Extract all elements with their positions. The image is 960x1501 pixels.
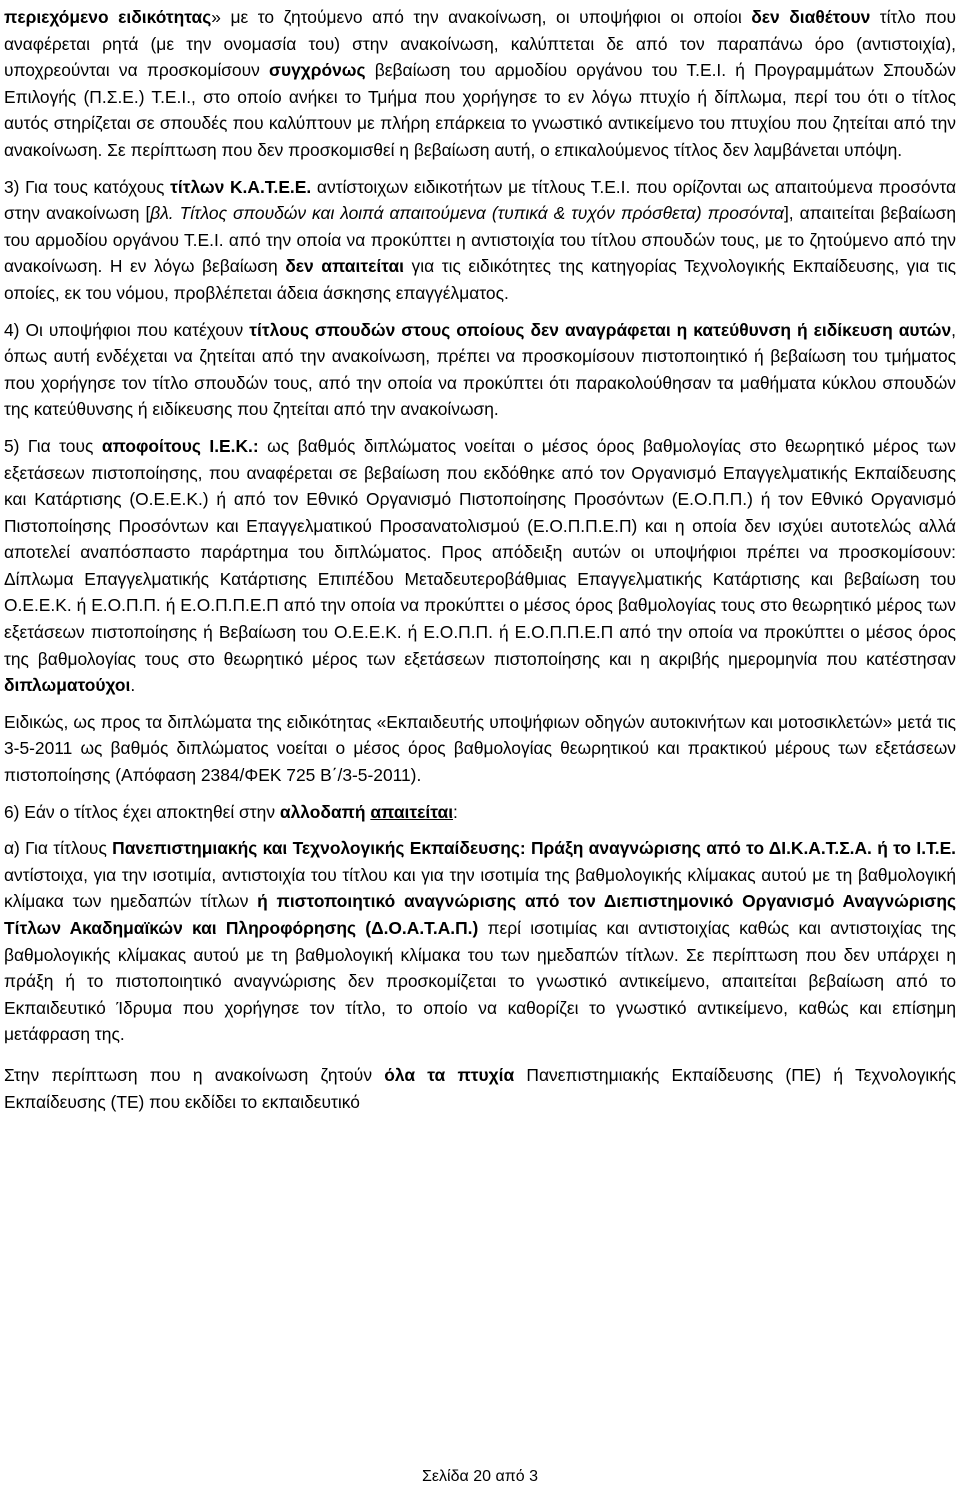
text-run: δεν απαιτείται [285,256,404,277]
paragraph-specialization: 4) Οι υποψήφιοι που κατέχουν τίτλους σπουδών στους οποίους δεν αναγράφεται η κατεύθυνση ή ειδίκευση αυτών, όπως αυτή ενδέχεται να ζητείται από την ανακοίνωση, πρέπει να προσκομίσουν πιστοποιητικό ή βεβαίωση του τμήματος που χορήγησε τον τίτλο σπουδών τους, από την οποία να προκύπτει ότι παρακολούθησαν τα μαθήματα κύκλου σπουδών της κατεύθυνσης ή ειδίκευσης που ζητείται από την ανακοίνωση. [4,319,957,420]
text-run: όλα τα πτυχία [384,1064,515,1085]
text-run: περιεχόμενο ειδικότητας [4,7,212,27]
paragraph-all-degrees: Στην περίπτωση που η ανακοίνωση ζητούν όλα τα πτυχία Πανεπιστημιακής Εκπαίδευσης (ΠΕ) ή Τεχνολογικής Εκπαίδευσης (ΤΕ) που εκδίδει το εκπαιδευτικό [4,1064,957,1112]
paragraph-university-recognition: α) Για τίτλους Πανεπιστημιακής και Τεχνολογικής Εκπαίδευσης: Πράξη αναγνώρισης από το ΔΙ.Κ.Α.Τ.Σ.Α. ή το Ι.Τ.Ε. αντίστοιχα, για την ισοτιμία, αντιστοιχία του τίτλου και για την ισοτιμία της βαθμολογικής κλίμακας αυτού με τη βαθμολογική κλίμακα των ημεδαπών τίτλων ή πιστοποιητικό αναγνώρισης από τον Διεπιστημονικό Οργανισμό Αναγνώρισης Τίτλων Ακαδημαϊκών και Πληροφόρησης (Δ.Ο.Α.Τ.Α.Π.) περί ισοτιμίας και αντιστοιχίας καθώς και αντιστοιχίας της βαθμολογικής κλίμακας αυτού με τη βαθμολογική κλίμακα του των ημεδαπών τίτλων. Σε περίπτωση που δεν υπάρχει η πράξη ή το πιστοποιητικό αναγνώρισης δεν προσκομίζεται το γνωστικό αντικείμενο, απαιτείται βεβαίωση από το Εκπαιδευτικό Ίδρυμα που χορήγησε τον τίτλο, το οποίο να καθορίζει το γνωστικό αντικείμενο, καθώς και επίσημη μετάφραση της. [4,838,957,1045]
text-run: αλλοδαπή [279,801,366,822]
text-run: βλ. Τίτλος σπουδών και λοιπά απαιτούμενα (τυπικά & τυχόν πρόσθετα) προσόντα [150,203,784,224]
text-run: αποφοίτους Ι.Ε.Κ.: [101,435,259,456]
text-run: Πανεπιστημιακής και Τεχνολογικής Εκπαίδευσης: Πράξη αναγνώρισης από το ΔΙ.Κ.Α.Τ.Σ.Α. ή το Ι.Τ.Ε. [112,838,956,859]
text-run: δεν διαθέτουν [751,7,871,27]
text-run: διπλωματούχοι [4,675,131,696]
text-run: ή πιστοποιητικό αναγνώρισης από τον Διεπιστημονικό Οργανισμό Αναγνώρισης Τίτλων Ακαδημαϊκών και Πληροφόρησης (Δ.Ο.Α.Τ.Α.Π.) [4,891,956,938]
paragraph-specialty-certification: περιεχόμενο ειδικότητας» με το ζητούμενο από την ανακοίνωση, οι υποψήφιοι οι οποίοι δεν διαθέτουν τίτλο που αναφέρεται ρητά (με την ονομασία του) στην ανακοίνωση, καλύπτεται δε από τον παραπάνω όρο (αντιστοιχία), υποχρεούνται να προσκομίσουν συγχρόνως βεβαίωση του αρμοδίου οργάνου του Τ.Ε.Ι. ή Προγραμμάτων Σπουδών Επιλογής (Π.Σ.Ε.) Τ.Ε.Ι., στο οποίο ανήκει το Τμήμα που χορήγησε το εν λόγω πτυχίο ή δίπλωμα, περί του ότι ο τίτλος αυτός στηρίζεται σε σπουδές που καλύπτουν με πλήρη επάρκεια το γνωστικό αντικείμενο του πτυχίου που ζητείται από την ανακοίνωση. Σε περίπτωση που δεν προσκομισθεί η βεβαίωση αυτή, ο επικαλούμενος τίτλος δεν λαμβάνεται υπόψη. [4,7,956,160]
text-run: τίτλους σπουδών στους οποίους δεν αναγράφεται η κατεύθυνση ή ειδίκευση αυτών [249,319,952,340]
text-run: συγχρόνως [269,60,366,81]
paragraph-kateee-holders: 3) Για τους κατόχους τίτλων Κ.Α.Τ.Ε.Ε. αντίστοιχων ειδικοτήτων με τίτλους Τ.Ε.Ι. που ορίζονται ως απαιτούμενα προσόντα στην ανακοίνωση [βλ. Τίτλος σπουδών και λοιπά απαιτούμενα (τυπικά & τυχόν πρόσθετα) προσόντα], απαιτείται βεβαίωση του αρμοδίου οργάνου Τ.Ε.Ι. από την οποία να προκύπτει η αντιστοιχία του τίτλου σπουδών τους, με το ζητούμενο από την ανακοίνωση. Η εν λόγω βεβαίωση δεν απαιτείται για τις ειδικότητες της κατηγορίας Τεχνολογικής Εκπαίδευσης, για τις οποίες, εκ του νόμου, προβλέπεται άδεια άσκησης επαγγέλματος. [4,176,957,303]
paragraph-driving-instructors: Ειδικώς, ως προς τα διπλώματα της ειδικότητας «Εκπαιδευτής υποψήφιων οδηγών αυτοκινήτων και μοτοσικλετών» μετά τις 3-5-2011 ως βαθμός διπλώματος νοείται ο μέσος όρος βαθμολογίας θεωρητικού και πρακτικού μέρους των εξετάσεων πιστοποίησης (Απόφαση 2384/ΦΕΚ 725 Β΄/3-5-2011). [4,711,956,786]
paragraph-foreign-titles: 6) Εάν ο τίτλος έχει αποκτηθεί στην αλλοδαπή απαιτείται: [4,801,458,822]
text-run: απαιτείται [370,801,454,822]
page-footer: Σελίδα 20 από 3 [422,1468,538,1485]
paragraph-iek-graduates: 5) Για τους αποφοίτους Ι.Ε.Κ.: ως βαθμός διπλώματος νοείται ο μέσος όρος βαθμολογίας στο θεωρητικό μέρος των εξετάσεων πιστοποίησης, που αναφέρεται σε βεβαίωση που εκδόθηκε από τον Οργανισμό Επαγγελματικής Εκπαίδευσης και Κατάρτισης (Ο.Ε.Ε.Κ.) ή από τον Εθνικό Οργανισμό Πιστοποίησης Προσόντων (Ε.Ο.Π.Π.) ή τον Εθνικό Οργανισμό Πιστοποίησης Προσόντων και Επαγγελματικού Προσανατολισμού (Ε.Ο.Π.Π.Ε.Π) και η οποία δεν ισχύει αυτοτελώς αλλά αποτελεί αναπόσπαστο παράρτημα του διπλώματος. Προς απόδειξη αυτών οι υποψήφιοι πρέπει να προσκομίσουν: Δίπλωμα Επαγγελματικής Κατάρτισης Επιπέδου Μεταδευτεροβάθμιας Επαγγελματικής Κατάρτισης και βεβαίωση του Ο.Ε.Ε.Κ. ή Ε.Ο.Π.Π. ή Ε.Ο.Π.Π.Ε.Π από την οποία να προκύπτει ο μέσος όρος βαθμολογίας τους στο θεωρητικό μέρος των εξετάσεων πιστοποίησης ή Βεβαίωση του Ο.Ε.Ε.Κ. ή Ε.Ο.Π.Π. ή Ε.Ο.Π.Π.Ε.Π από την οποία να προκύπτει ο μέσος όρος της βαθμολογίας τους στο θεωρητικό μέρος των εξετάσεων πιστοποίησης και η ακριβής ημερομηνία που κατέστησαν διπλωματούχοι. [4,435,957,696]
text-run: τίτλων Κ.Α.Τ.Ε.Ε. [170,176,312,197]
